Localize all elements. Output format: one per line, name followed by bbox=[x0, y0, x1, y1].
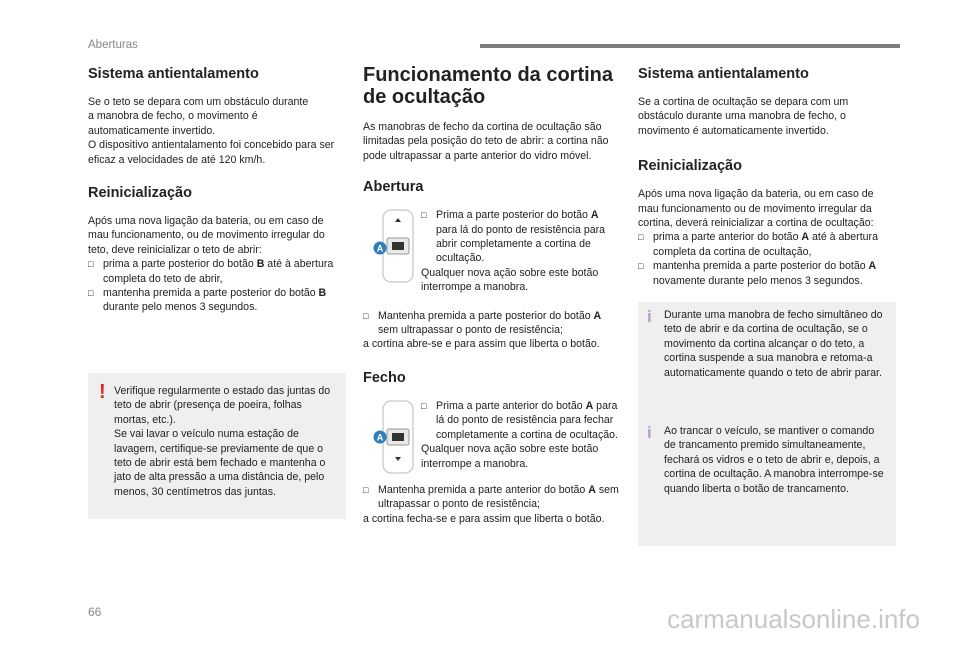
fecho-block bbox=[363, 399, 621, 471]
column-3 bbox=[638, 66, 896, 546]
paragraph-close-interrupt: Qualquer nova ação sobre este botão interrompe a manobra. bbox=[421, 443, 599, 470]
paragraph-main: As manobras de fecho da cortina de ocultação são limitadas pela posição do teto de abrir: a cortina não pode ultrapassar a parte anterior do vidro móvel. bbox=[363, 121, 609, 162]
header-bar bbox=[480, 44, 900, 48]
heading-reinit-curtain: Reinicialização bbox=[638, 158, 742, 175]
list-item: □ mantenha premida a parte posterior do botão A novamente durante pelo menos 3 segundos. bbox=[638, 260, 877, 287]
paragraph-anti-1: Se o teto se depara com um obstáculo durante a manobra de fecho, o movimento é automaticamente invertido. bbox=[88, 96, 309, 137]
abertura-block bbox=[363, 208, 621, 294]
heading-fecho: Fecho bbox=[363, 369, 406, 386]
bullet-icon: □ bbox=[421, 400, 427, 411]
list-item: □ Mantenha premida a parte anterior do botão A sem ultrapassar o ponto de resistência; bbox=[363, 483, 619, 511]
info-icon: i bbox=[647, 423, 652, 443]
switch-diagram-icon bbox=[373, 399, 417, 475]
heading-antientalamento-roof: Sistema antientalamento bbox=[88, 66, 259, 82]
paragraph-close-release: a cortina fecha-se e para assim que liberta o botão. bbox=[363, 512, 605, 525]
paragraph-anti-2: O dispositivo antientalamento foi concebido para ser eficaz a velocidades de até 120 km/h. bbox=[88, 139, 335, 166]
column-1 bbox=[88, 66, 346, 519]
bullet-icon: □ bbox=[638, 261, 644, 272]
list-item: □ Prima a parte posterior do botão A para lá do ponto de resistência para abrir completamente a cortina de ocultação. bbox=[421, 209, 606, 265]
paragraph-open-interrupt: Qualquer nova ação sobre este botão interrompe a manobra. bbox=[421, 266, 599, 294]
info-icon: i bbox=[647, 307, 652, 327]
bullet-icon: □ bbox=[88, 288, 94, 299]
page-number: 66 bbox=[88, 605, 102, 619]
bullet-icon: □ bbox=[638, 232, 644, 243]
svg-text:A: A bbox=[376, 243, 384, 254]
heading-reinit-roof: Reinicialização bbox=[88, 185, 192, 202]
paragraph-reinit-curtain: Após uma nova ligação da bateria, ou em caso de mau funcionamento ou de movimento irregular da cortina, deverá reinicializar a cortina de ocultação: bbox=[638, 188, 874, 230]
list-item: □ mantenha premida a parte posterior do botão B durante pelo menos 3 segundos. bbox=[88, 287, 327, 314]
watermark: carmanualsonline.info bbox=[667, 604, 920, 634]
warning-icon: ! bbox=[99, 380, 106, 403]
paragraph-reinit: Após uma nova ligação da bateria, ou em caso de mau funcionamento, ou de movimento irregular do teto, deve reinicializar o teto de abrir: bbox=[88, 215, 325, 256]
header-section-label: Aberturas bbox=[88, 39, 138, 51]
info-box bbox=[638, 302, 896, 410]
heading-antientalamento-curtain: Sistema antientalamento bbox=[638, 66, 809, 82]
warning-text-1: Verifique regularmente o estado das juntas do teto de abrir (presença de poeira, folhas mortas, etc.). bbox=[114, 384, 331, 426]
svg-text:A: A bbox=[376, 432, 384, 443]
heading-abertura: Abertura bbox=[363, 179, 424, 196]
paragraph-anti-curtain: Se a cortina de ocultação se depara com um obstáculo durante uma manobra de fecho, o movimento é automaticamente invertido. bbox=[638, 96, 849, 137]
bullet-icon: □ bbox=[88, 259, 94, 270]
bullet-icon: □ bbox=[363, 310, 369, 321]
button-a-diagram bbox=[373, 399, 413, 471]
list-item: □ Prima a parte anterior do botão A para lá do ponto de resistência para fechar completamente a cortina de ocultação. bbox=[421, 399, 618, 441]
warning-text-2: Se vai lavar o veículo numa estação de lavagem, certifique-se previamente de que o teto de abrir está bem fechado e mantenha o jato de alta pressão a uma distância de, pelo menos, 30 centímetros das juntas. bbox=[114, 428, 326, 498]
warning-box bbox=[88, 373, 346, 519]
column-2 bbox=[363, 66, 621, 526]
heading-main: Funcionamento da cortina de ocultação bbox=[363, 64, 614, 108]
bullet-icon: □ bbox=[363, 484, 369, 495]
button-a-diagram bbox=[373, 208, 413, 280]
info-box bbox=[638, 410, 896, 546]
list-item: □ Mantenha premida a parte posterior do botão A sem ultrapassar o ponto de resistência; bbox=[363, 309, 602, 337]
info-text-2: Ao trancar o veículo, se mantiver o comando de trancamento premido simultaneamente, fechará os vidros e o teto de abrir e, depois, a cortina de ocultação. A manobra interrompe-se quando liberta o botão de trancamento. bbox=[664, 425, 884, 495]
switch-diagram-icon bbox=[373, 208, 417, 284]
list-item: □ prima a parte posterior do botão B até à abertura completa do teto de abrir, bbox=[88, 258, 334, 285]
paragraph-open-release: a cortina abre-se e para assim que liberta o botão. bbox=[363, 338, 600, 351]
info-text-1: Durante uma manobra de fecho simultâneo do teto de abrir e da cortina de ocultação, se o movimento da cortina alcançar o do teto, a cortina suspende a sua manobra e retoma-a automaticamente quando o teto de abrir parar. bbox=[664, 309, 883, 379]
list-item: □ prima a parte anterior do botão A até à abertura completa da cortina de ocultação, bbox=[638, 231, 878, 258]
bullet-icon: □ bbox=[421, 210, 427, 221]
